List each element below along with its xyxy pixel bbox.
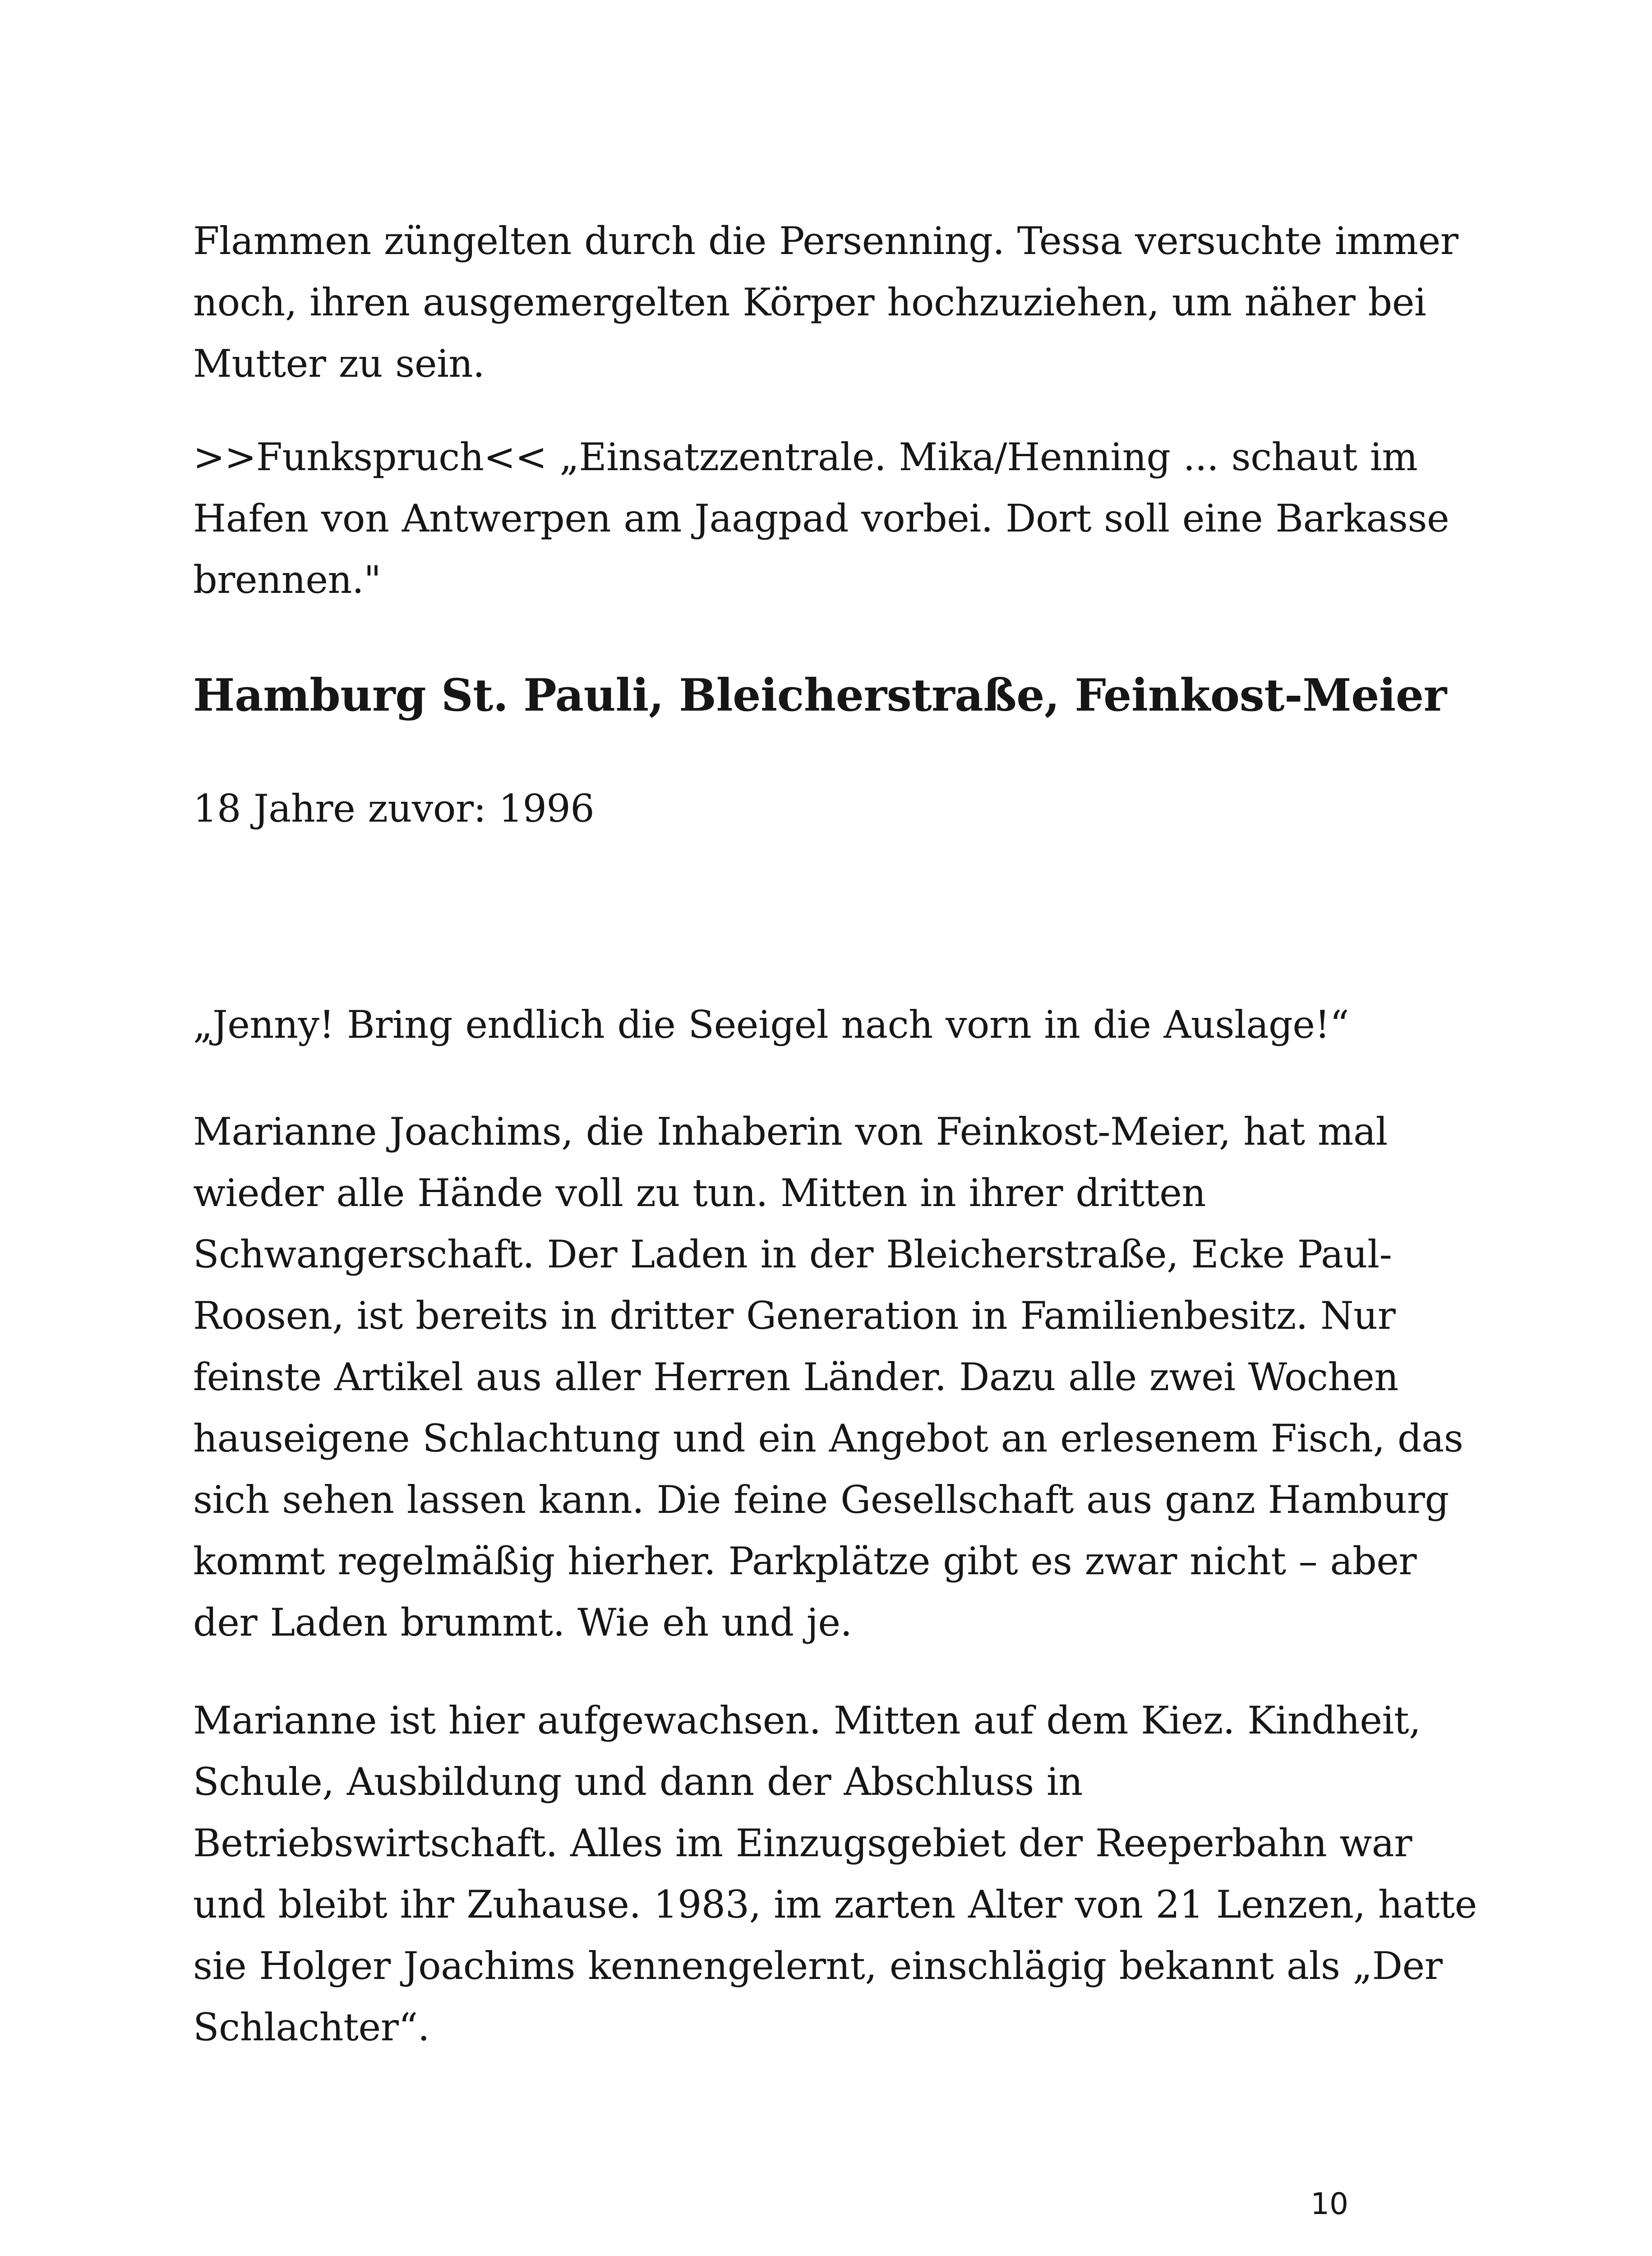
section-subheading <box>193 778 1411 839</box>
text-line: noch, ihren ausgemergelten Körper hochzuziehen, um näher bei <box>193 280 1426 324</box>
text-line: Schwangerschaft. Der Laden in der Bleicherstraße, Ecke Paul- <box>193 1232 1392 1276</box>
text-line: Roosen, ist bereits in dritter Generation in Familienbesitz. Nur <box>193 1294 1396 1338</box>
text-line: Marianne ist hier aufgewachsen. Mitten auf dem Kiez. Kindheit, <box>193 1698 1421 1743</box>
text-line: 18 Jahre zuvor: 1996 <box>193 786 595 831</box>
paragraph-4 <box>193 1101 1463 1653</box>
text-line: Marianne Joachims, die Inhaberin von Feinkost-Meier, hat mal <box>193 1110 1388 1154</box>
text-line: sie Holger Joachims kennengelernt, einschlägig bekannt als „Der <box>193 1944 1443 1988</box>
text-line: Betriebswirtschaft. Alles im Einzugsgebiet der Reeperbahn war <box>193 1821 1412 1865</box>
text-line: Flammen züngelten durch die Persenning. Tessa versuchte immer <box>193 219 1458 263</box>
text-line: hauseigene Schlachtung und ein Angebot an erlesenem Fisch, das <box>193 1416 1463 1461</box>
paragraph-5 <box>193 1690 1477 2058</box>
text-line: und bleibt ihr Zuhause. 1983, im zarten Alter von 21 Lenzen, hatte <box>193 1882 1477 1927</box>
section-heading: Hamburg St. Pauli, Bleicherstraße, Feinkost-Meier <box>193 670 1447 721</box>
text-line: sich sehen lassen kann. Die feine Gesellschaft aus ganz Hamburg <box>193 1478 1449 1522</box>
text-line: Schule, Ausbildung und dann der Abschluss in <box>193 1760 1083 1804</box>
paragraph-1 <box>193 210 1458 394</box>
text-line: feinste Artikel aus aller Herren Länder. Dazu alle zwei Wochen <box>193 1355 1398 1399</box>
text-line: brennen." <box>193 558 381 602</box>
text-line: „Jenny! Bring endlich die Seeigel nach vorn in die Auslage!“ <box>193 1003 1349 1047</box>
text-line: >>Funkspruch<< „Einsatzzentrale. Mika/Henning ... schaut im <box>193 435 1418 479</box>
text-line: Mutter zu sein. <box>193 342 485 386</box>
paragraph-3 <box>193 994 1411 1055</box>
page-number: 10 <box>1311 2187 1348 2221</box>
text-line: Hafen von Antwerpen am Jaagpad vorbei. Dort soll eine Barkasse <box>193 496 1449 541</box>
text-line: wieder alle Hände voll zu tun. Mitten in ihrer dritten <box>193 1171 1206 1215</box>
text-line: kommt regelmäßig hierher. Parkplätze gibt es zwar nicht – aber <box>193 1539 1417 1583</box>
paragraph-2 <box>193 426 1449 610</box>
text-line: der Laden brummt. Wie eh und je. <box>193 1600 852 1645</box>
text-line: Schlachter“. <box>193 2005 430 2049</box>
